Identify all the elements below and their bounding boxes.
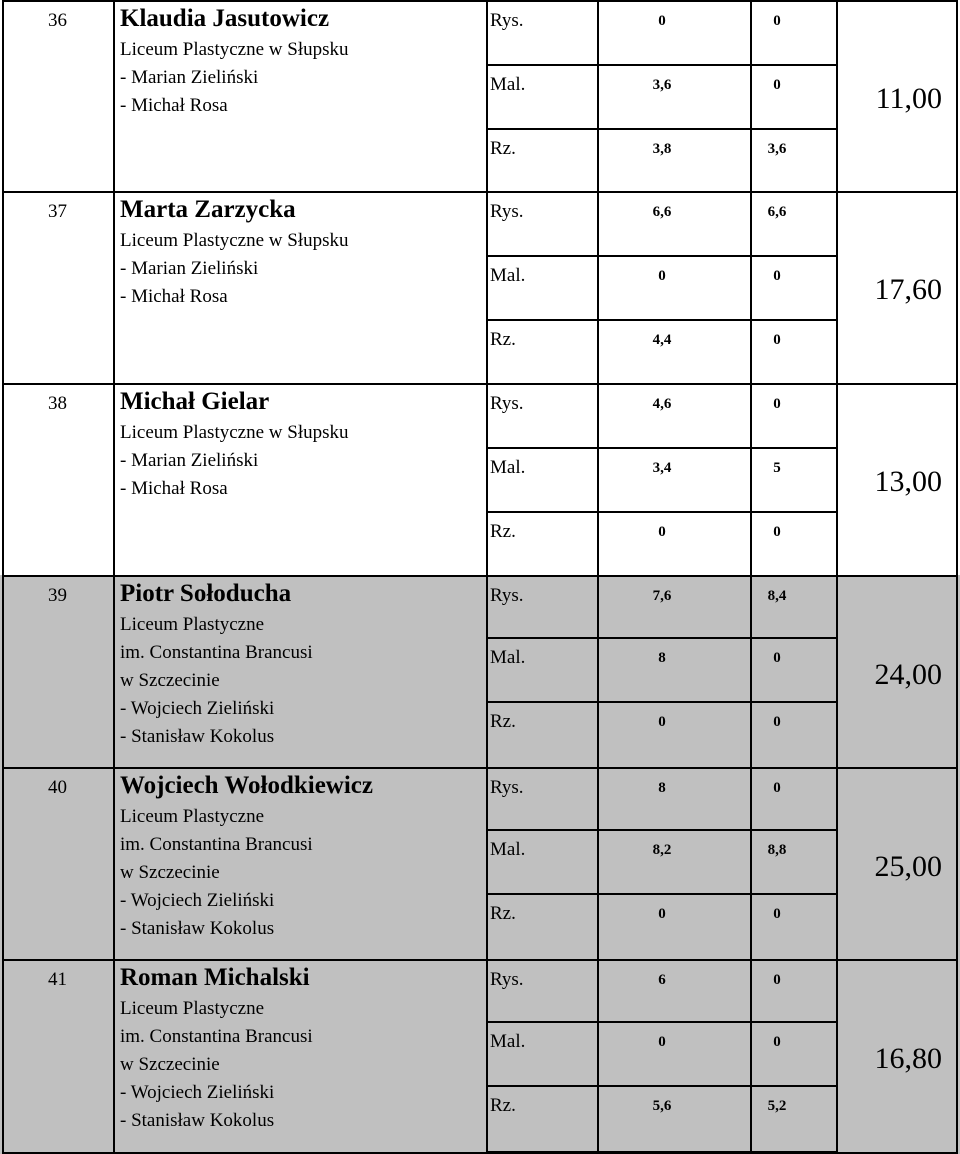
score-value-1: 0 — [658, 268, 666, 284]
column-divider — [486, 191, 488, 385]
score-category: Mal. — [490, 647, 526, 668]
participant-name: Roman Michalski — [120, 964, 310, 991]
score-value-2: 6,6 — [767, 204, 787, 220]
participant-detail: Liceum Plastyczne w Słupsku — [120, 422, 349, 443]
score-value-1: 8 — [658, 650, 666, 666]
participant-detail: - Wojciech Zieliński — [120, 698, 275, 719]
score-category: Rz. — [490, 711, 516, 732]
column-divider — [956, 191, 958, 385]
participant-name: Klaudia Jasutowicz — [120, 5, 330, 32]
score-value-2: 0 — [773, 332, 781, 348]
score-category: Rys. — [490, 969, 524, 990]
participant-info — [120, 193, 482, 311]
score-value-1: 0 — [658, 13, 666, 29]
participant-name: Piotr Sołoducha — [120, 580, 292, 607]
score-category: Rys. — [490, 10, 524, 31]
participant-detail: w Szczecinie — [120, 862, 220, 883]
participant-detail: - Wojciech Zieliński — [120, 1082, 275, 1103]
score-value-1: 6,6 — [652, 204, 672, 220]
score-category: Mal. — [490, 457, 526, 478]
score-divider — [486, 1151, 838, 1153]
participant-detail: im. Constantina Brancusi — [120, 834, 313, 855]
participant-detail: - Stanisław Kokolus — [120, 1110, 275, 1131]
column-divider — [113, 0, 115, 193]
column-divider — [956, 383, 958, 577]
participant-detail: w Szczecinie — [120, 1054, 220, 1075]
score-divider — [486, 255, 838, 257]
entry-number: 36 — [48, 10, 67, 31]
participant-detail: Liceum Plastyczne — [120, 806, 265, 827]
score-value-2: 0 — [773, 906, 781, 922]
participant-detail: w Szczecinie — [120, 670, 220, 691]
total-score: 11,00 — [875, 82, 942, 115]
table-row — [0, 575, 960, 769]
score-divider — [486, 128, 838, 130]
score-value-2: 3,6 — [767, 141, 787, 157]
entry-number: 38 — [48, 393, 67, 414]
score-category: Rys. — [490, 201, 524, 222]
column-divider — [113, 959, 115, 1154]
score-value-1: 0 — [658, 1034, 666, 1050]
entry-number: 40 — [48, 777, 67, 798]
participant-detail: im. Constantina Brancusi — [120, 1026, 313, 1047]
score-divider — [486, 829, 838, 831]
column-divider — [956, 767, 958, 961]
column-divider — [486, 0, 488, 193]
column-divider — [597, 767, 599, 961]
table-row — [0, 767, 960, 961]
score-value-2: 0 — [773, 714, 781, 730]
participant-info — [120, 961, 482, 1135]
participant-detail: - Marian Zieliński — [120, 67, 259, 88]
score-divider — [486, 1021, 838, 1023]
score-value-1: 5,6 — [652, 1098, 672, 1114]
score-divider — [486, 511, 838, 513]
column-divider — [2, 383, 4, 577]
participant-detail: - Michał Rosa — [120, 478, 228, 499]
column-divider — [597, 0, 599, 193]
score-value-2: 5 — [773, 460, 781, 476]
participant-detail: - Michał Rosa — [120, 95, 228, 116]
score-divider — [486, 319, 838, 321]
score-value-2: 0 — [773, 13, 781, 29]
score-category: Rz. — [490, 138, 516, 159]
score-value-2: 0 — [773, 396, 781, 412]
score-value-1: 0 — [658, 714, 666, 730]
participant-detail: - Marian Zieliński — [120, 258, 259, 279]
score-value-2: 0 — [773, 77, 781, 93]
participant-detail: im. Constantina Brancusi — [120, 642, 313, 663]
score-category: Rz. — [490, 329, 516, 350]
score-category: Rz. — [490, 521, 516, 542]
column-divider — [2, 959, 4, 1154]
participant-info — [120, 769, 482, 943]
participant-detail: Liceum Plastyczne w Słupsku — [120, 230, 349, 251]
participant-detail: Liceum Plastyczne — [120, 998, 265, 1019]
score-value-1: 8,2 — [652, 842, 672, 858]
column-divider — [486, 383, 488, 577]
score-value-1: 7,6 — [652, 588, 672, 604]
total-score: 13,00 — [874, 465, 942, 498]
score-value-1: 8 — [658, 780, 666, 796]
score-value-1: 4,4 — [652, 332, 672, 348]
column-divider — [2, 767, 4, 961]
entry-number: 37 — [48, 201, 67, 222]
table-row — [0, 959, 960, 1154]
entry-number: 41 — [48, 969, 67, 990]
score-divider — [486, 637, 838, 639]
score-category: Mal. — [490, 839, 526, 860]
score-value-2: 0 — [773, 524, 781, 540]
score-value-1: 0 — [658, 906, 666, 922]
table-row — [0, 0, 960, 193]
column-divider — [597, 959, 599, 1154]
column-divider — [2, 0, 4, 193]
participant-detail: - Wojciech Zieliński — [120, 890, 275, 911]
score-value-2: 0 — [773, 268, 781, 284]
participant-detail: Liceum Plastyczne w Słupsku — [120, 39, 349, 60]
total-score: 16,80 — [874, 1042, 942, 1075]
participant-detail: Liceum Plastyczne — [120, 614, 265, 635]
score-value-1: 3,6 — [652, 77, 672, 93]
score-value-2: 8,8 — [767, 842, 787, 858]
score-value-2: 0 — [773, 780, 781, 796]
participant-detail: - Marian Zieliński — [120, 450, 259, 471]
score-divider — [486, 64, 838, 66]
column-divider — [956, 959, 958, 1154]
participant-info — [120, 577, 482, 751]
entry-number: 39 — [48, 585, 67, 606]
column-divider — [486, 575, 488, 769]
score-divider — [486, 1085, 838, 1087]
participant-detail: - Michał Rosa — [120, 286, 228, 307]
score-value-2: 5,2 — [767, 1098, 787, 1114]
participant-name: Marta Zarzycka — [120, 196, 296, 223]
participant-name: Wojciech Wołodkiewicz — [120, 772, 373, 799]
column-divider — [956, 575, 958, 769]
column-divider — [2, 191, 4, 385]
score-value-1: 6 — [658, 972, 666, 988]
score-value-1: 4,6 — [652, 396, 672, 412]
score-category: Mal. — [490, 74, 526, 95]
score-divider — [486, 701, 838, 703]
column-divider — [486, 767, 488, 961]
column-divider — [113, 383, 115, 577]
score-category: Rys. — [490, 585, 524, 606]
table-row — [0, 383, 960, 577]
total-score: 25,00 — [874, 850, 942, 883]
participant-detail: - Stanisław Kokolus — [120, 918, 275, 939]
score-value-1: 3,8 — [652, 141, 672, 157]
score-value-2: 0 — [773, 972, 781, 988]
score-category: Rz. — [490, 903, 516, 924]
column-divider — [113, 191, 115, 385]
column-divider — [2, 575, 4, 769]
participant-info — [120, 2, 482, 120]
score-category: Mal. — [490, 1031, 526, 1052]
score-value-2: 0 — [773, 650, 781, 666]
column-divider — [597, 383, 599, 577]
score-category: Rz. — [490, 1095, 516, 1116]
column-divider — [486, 959, 488, 1154]
score-category: Mal. — [490, 265, 526, 286]
column-divider — [113, 575, 115, 769]
score-category: Rys. — [490, 393, 524, 414]
column-divider — [597, 575, 599, 769]
score-value-1: 3,4 — [652, 460, 672, 476]
total-score: 24,00 — [874, 658, 942, 691]
participant-info — [120, 385, 482, 503]
total-score: 17,60 — [874, 273, 942, 306]
score-divider — [486, 893, 838, 895]
score-value-2: 0 — [773, 1034, 781, 1050]
column-divider — [597, 191, 599, 385]
participant-name: Michał Gielar — [120, 388, 270, 415]
participant-detail: - Stanisław Kokolus — [120, 726, 275, 747]
score-value-2: 8,4 — [767, 588, 787, 604]
column-divider — [113, 767, 115, 961]
score-value-1: 0 — [658, 524, 666, 540]
score-category: Rys. — [490, 777, 524, 798]
table-row — [0, 191, 960, 385]
score-divider — [486, 447, 838, 449]
column-divider — [956, 0, 958, 193]
